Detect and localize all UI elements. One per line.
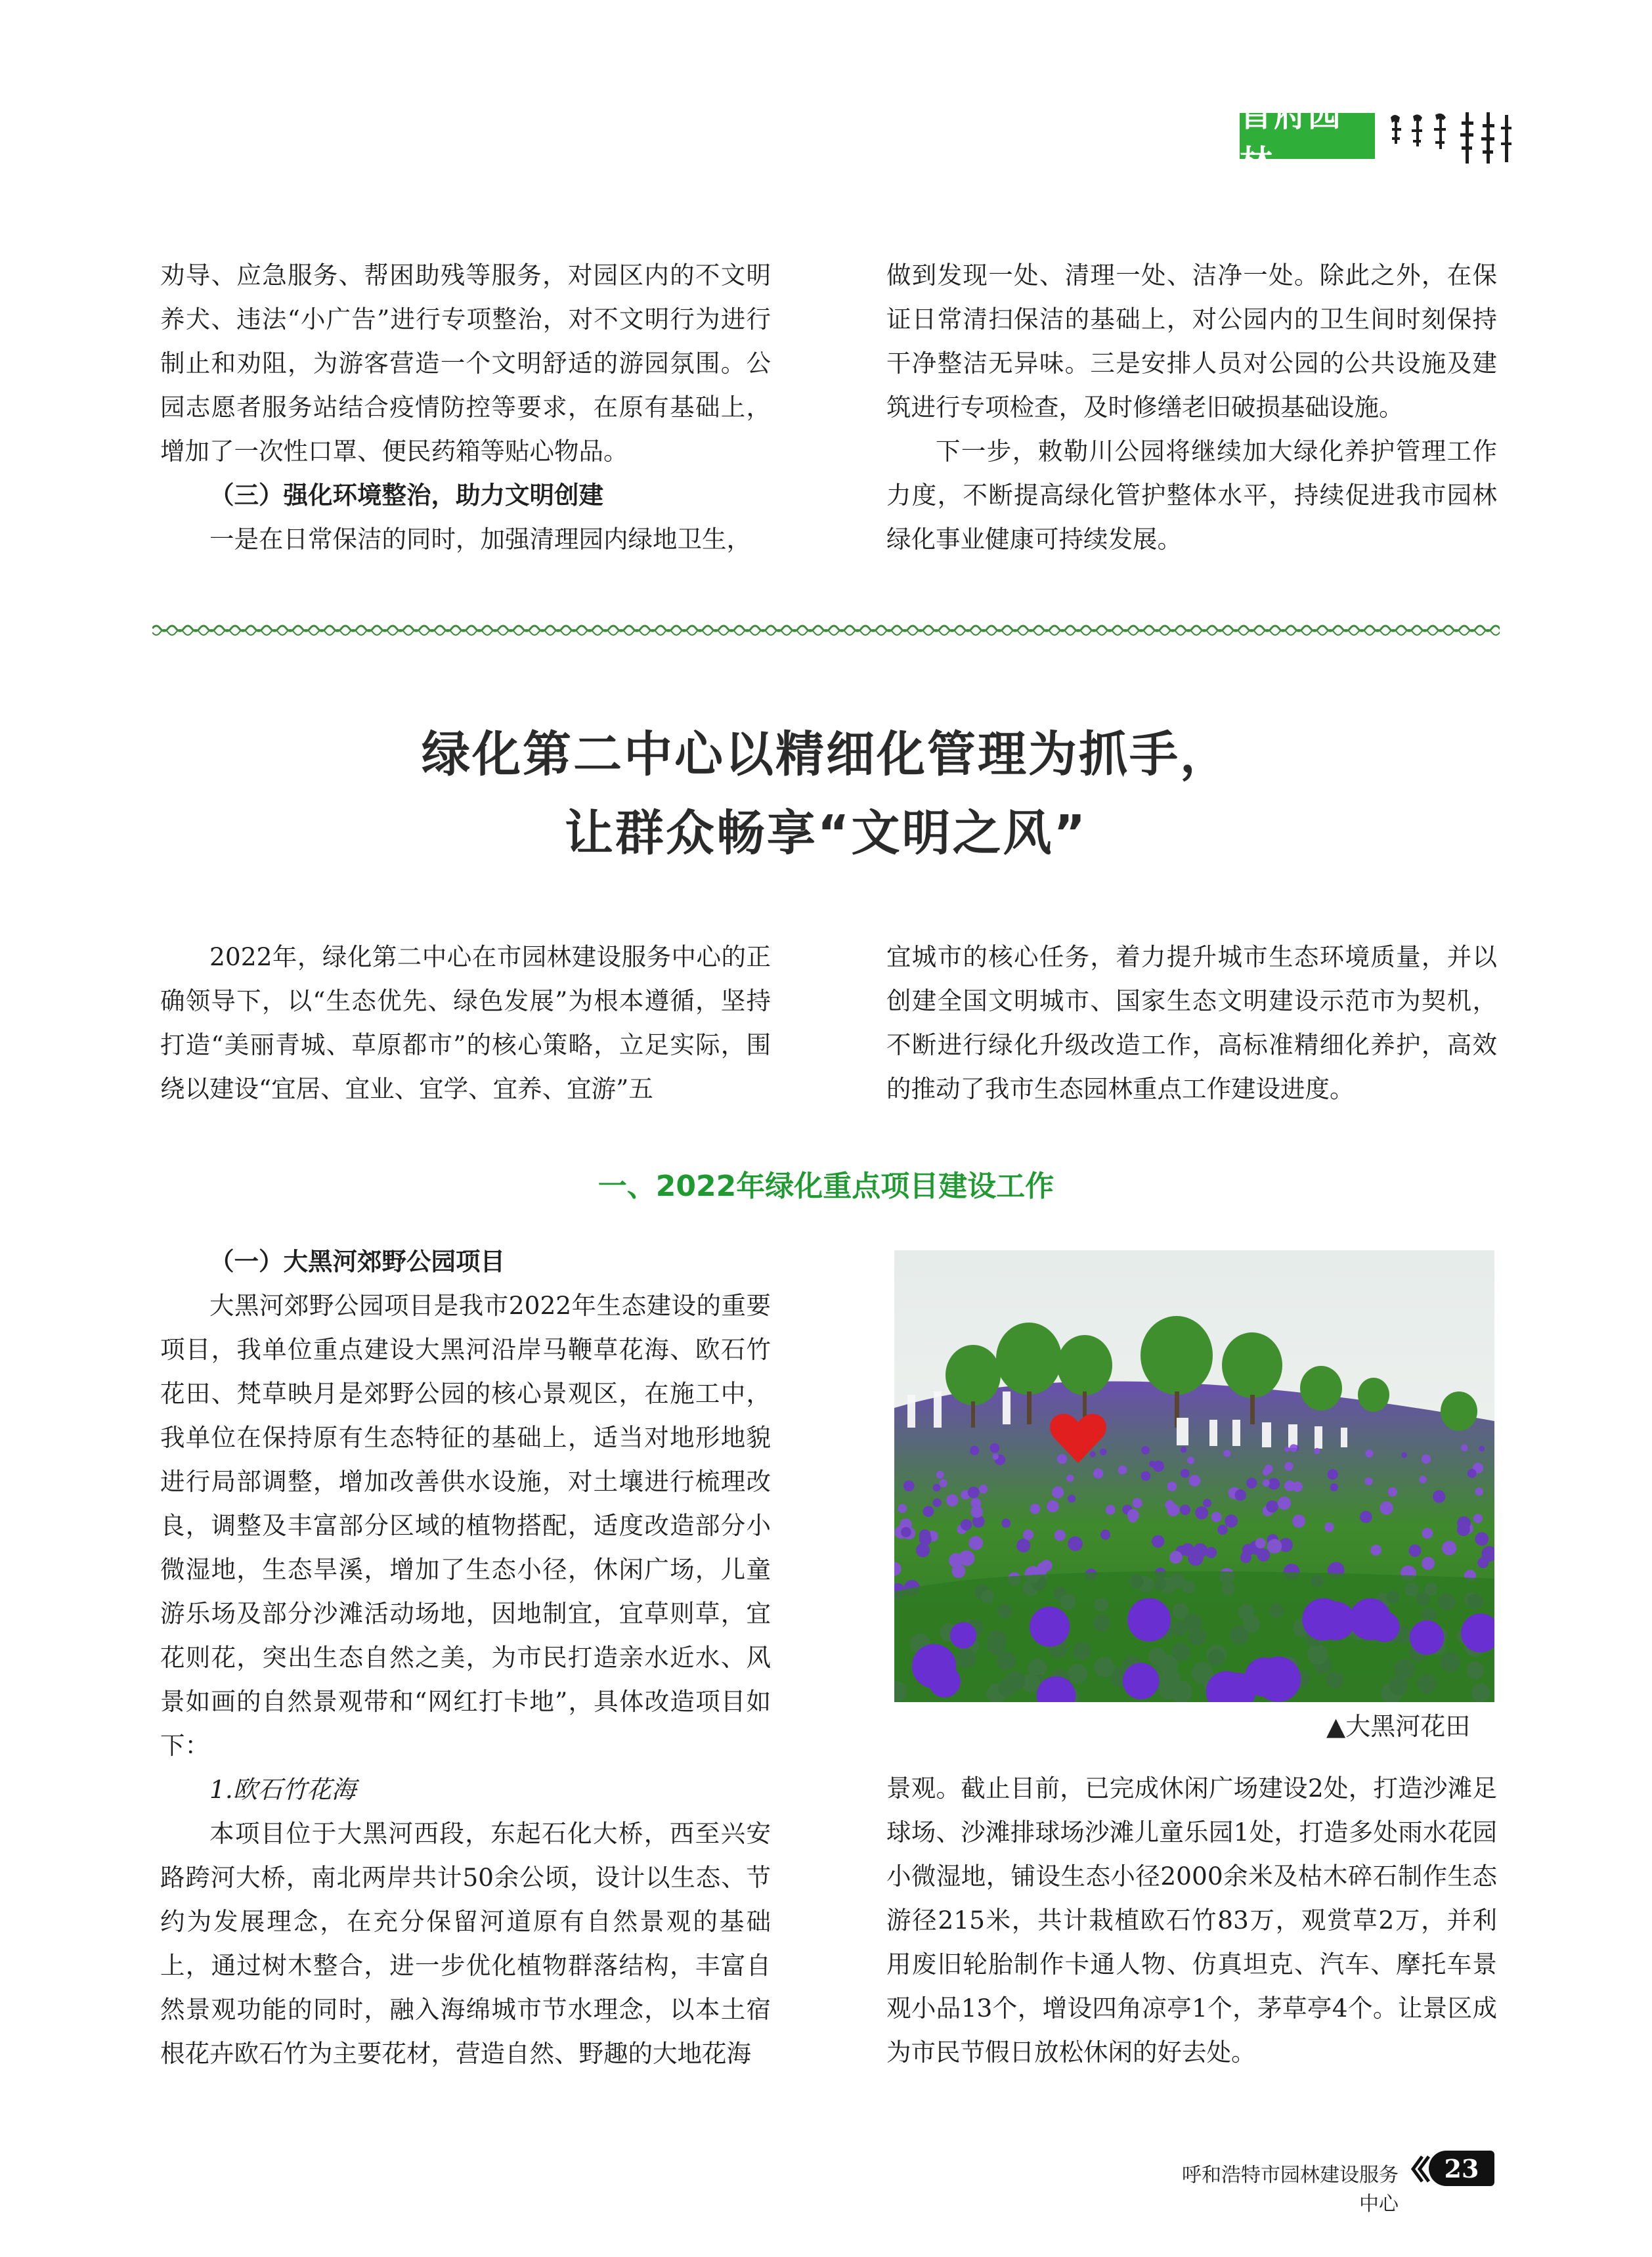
paragraph: 劝导、应急服务、帮困助残等服务，对园区内的不文明养犬、违法“小广告”进行专项整治，对不文明行为进行制止和劝阻，为游客营造一个文明舒适的游园氛围。公园志愿者服务站结合疫情防控等要求，在原有基础上，增加了一次性口罩、便民药箱等贴心物品。	[160, 261, 771, 466]
subheading: （三）强化环境整治，助力文明创建	[209, 481, 603, 510]
subheading: （一）大黑河郊野公园项目	[209, 1247, 505, 1276]
intro-right-column	[886, 935, 1497, 1111]
mongolian-script-logo	[1384, 108, 1515, 167]
paragraph: 下一步，敕勒川公园将继续加大绿化养护管理工作力度，不断提高绿化管护整体水平，持续促进我市园林绿化事业健康可持续发展。	[886, 437, 1497, 554]
paragraph: 宜城市的核心任务，着力提升城市生态环境质量，并以创建全国文明城市、国家生态文明建设示范市为契机，不断进行绿化升级改造工作，高标准精细化养护，高效的推动了我市生态园林重点工作建设进度。	[886, 942, 1497, 1103]
top-left-column	[160, 253, 771, 561]
wavy-divider	[152, 621, 1500, 640]
intro-left-column	[160, 935, 771, 1111]
section-heading: 一、2022年绿化重点项目建设工作	[598, 1170, 1054, 1203]
top-right-column	[886, 253, 1497, 561]
chevrons-icon	[1404, 2153, 1430, 2185]
bottom-right-column	[886, 1766, 1497, 2074]
footer-organization: 呼和浩特市园林建设服务中心	[1182, 2164, 1399, 2216]
item-heading: 1.欧石竹花海	[209, 1775, 357, 1804]
journal-badge: 首府园林	[1240, 113, 1375, 159]
paragraph: 大黑河郊野公园项目是我市2022年生态建设的重要项目，我单位重点建设大黑河沿岸马鞭草花海、欧石竹花田、梵草映月是郊野公园的核心景观区，在施工中，我单位在保持原有生态特征的基础上，适当对地形地貌进行局部调整，增加改善供水设施，对土壤进行梳理改良，调整及丰富部分区域的植物搭配，适度改造部分小微湿地，生态旱溪，增加了生态小径，休闲广场，儿童游乐场及部分沙滩活动场地，因地制宜，宜草则草，宜花则花，突出生态自然之美，为市民打造亲水近水、风景如画的自然景观带和“网红打卡地”，具体改造项目如下：	[160, 1291, 771, 1760]
paragraph: 一是在日常保洁的同时，加强清理园内绿地卫生，	[209, 525, 751, 554]
article-title-line-1: 绿化第二中心以精细化管理为抓手，	[422, 726, 1230, 783]
photo-caption: ▲大黑河花田	[1326, 1712, 1471, 1741]
bottom-left-column	[160, 1240, 771, 2076]
paragraph: 景观。截止目前，已完成休闲广场建设2处，打造沙滩足球场、沙滩排球场沙滩儿童乐园1处，打造多处雨水花园小微湿地，铺设生态小径2000余米及枯木碎石制作生态游径215米，共计栽植欧石竹83万，观赏草2万，并利用废旧轮胎制作卡通人物、仿真坦克、汽车、摩托车景观小品13个，增设四角凉亭1个，茅草亭4个。让景区成为市民节假日放松休闲的好去处。	[886, 1774, 1497, 2067]
paragraph: 本项目位于大黑河西段，东起石化大桥，西至兴安路跨河大桥，南北两岸共计50余公顷，设计以生态、节约为发展理念，在充分保留河道原有自然景观的基础上，通过树木整合，进一步优化植物群落结构，丰富自然景观功能的同时，融入海绵城市节水理念，以本土宿根花卉欧石竹为主要花材，营造自然、野趣的大地花海	[160, 1819, 771, 2068]
paragraph: 2022年，绿化第二中心在市园林建设服务中心的正确领导下，以“生态优先、绿色发展”为根本遵循，坚持打造“美丽青城、草原都市”的核心策略，立足实际，围绕以建设“宜居、宜业、宜学、宜养、宜游”五	[160, 942, 771, 1103]
page-number: 23	[1429, 2151, 1494, 2186]
flower-field-photo	[894, 1250, 1494, 1702]
article-title-line-2: 让群众畅享“文明之风”	[564, 805, 1088, 862]
paragraph: 做到发现一处、清理一处、洁净一处。除此之外，在保证日常清扫保洁的基础上，对公园内的卫生间时刻保持干净整洁无异味。三是安排人员对公园的公共设施及建筑进行专项检查，及时修缮老旧破损基础设施。	[886, 261, 1497, 422]
